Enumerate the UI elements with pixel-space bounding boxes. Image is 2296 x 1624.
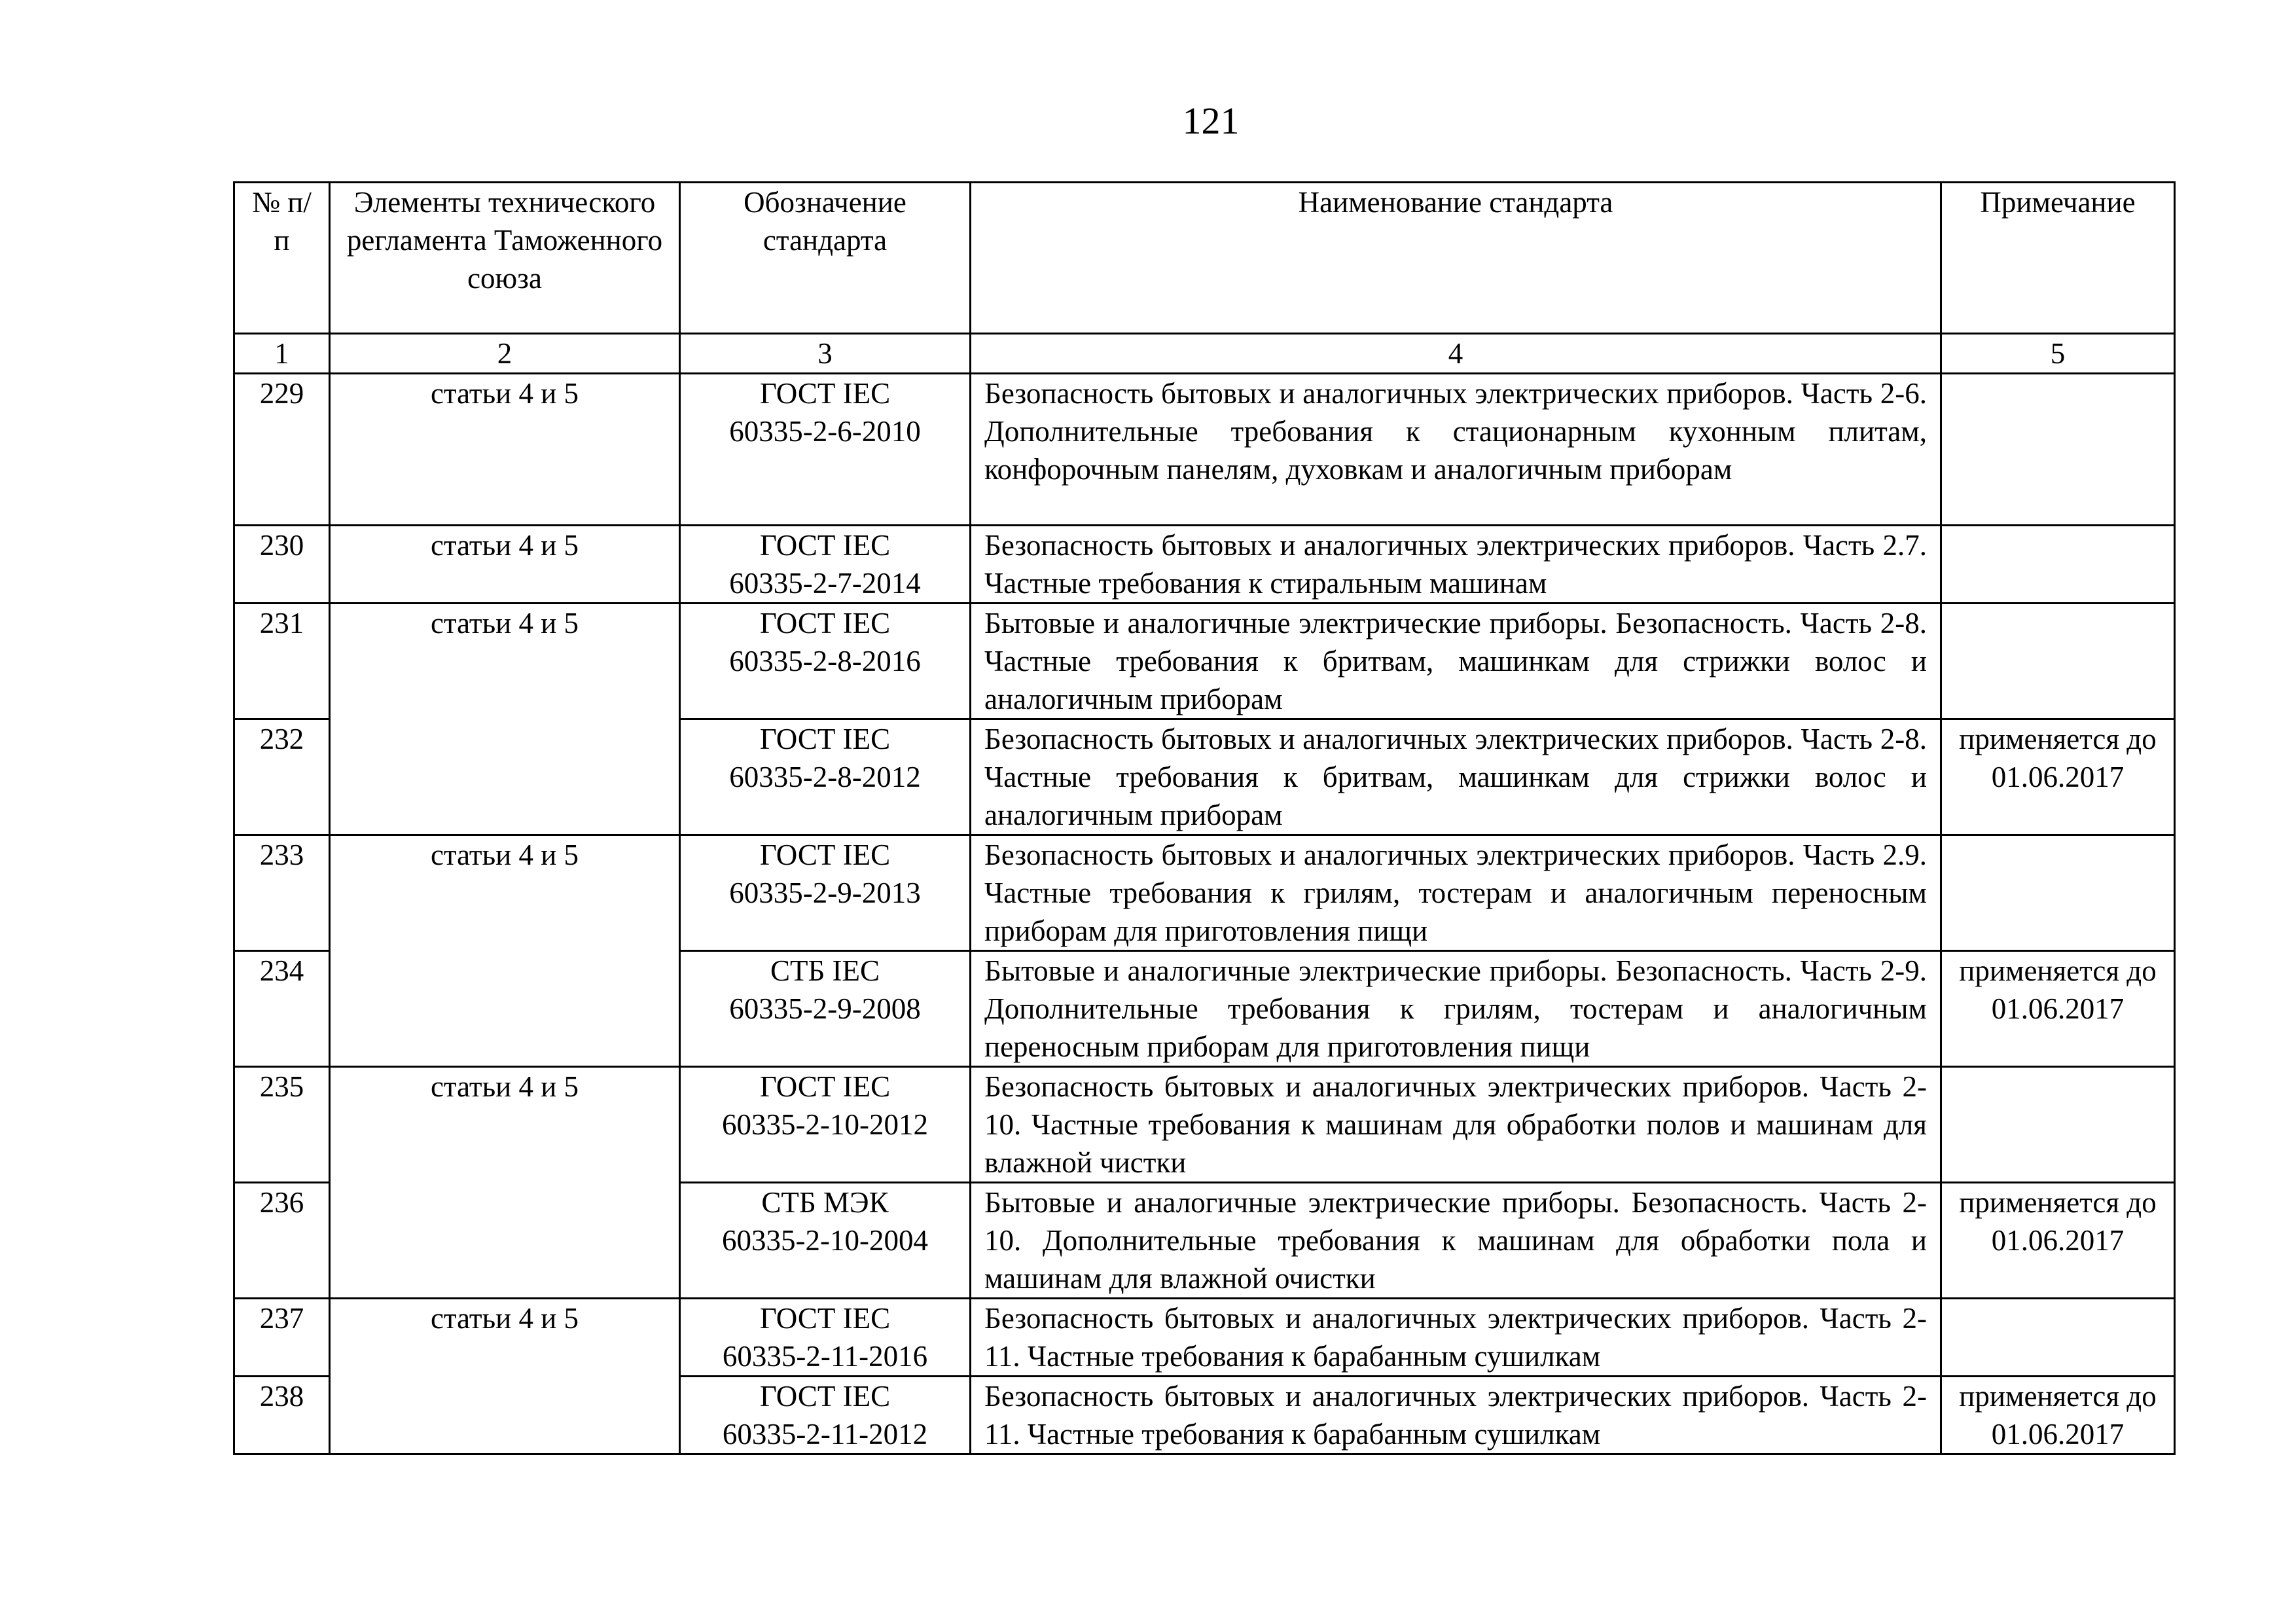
row-number: 230 — [234, 526, 330, 604]
table-header-row — [234, 183, 2175, 334]
designation-prefix: ГОСТ IEC — [759, 839, 891, 871]
note: применяется до 01.06.2017 — [1941, 719, 2175, 835]
row-number: 236 — [234, 1183, 330, 1299]
standard-name: Безопасность бытовых и аналогичных электрических приборов. Часть 2.7. Частные требования к стиральным машинам — [971, 526, 1941, 604]
table-row — [234, 835, 2175, 951]
designation-prefix: ГОСТ IEC — [759, 1070, 891, 1103]
designation-code: 60335-2-9-2008 — [729, 992, 921, 1025]
regulation-elements: статьи 4 и 5 — [330, 374, 680, 526]
designation-code: 60335-2-8-2016 — [729, 645, 921, 677]
designation-prefix: СТБ IEC — [770, 954, 880, 987]
regulation-elements: статьи 4 и 5 — [330, 604, 680, 835]
column-number: 4 — [971, 334, 1941, 374]
standard-name: Бытовые и аналогичные электрические приборы. Безопасность. Часть 2-9. Дополнительные требования к грилям, тостерам и аналогичным переносным приборам для приготовления пищи — [971, 951, 1941, 1067]
row-number: 229 — [234, 374, 330, 526]
column-number: 5 — [1941, 334, 2175, 374]
standard-name: Безопасность бытовых и аналогичных электрических приборов. Часть 2-11. Частные требования к барабанным сушилкам — [971, 1377, 1941, 1454]
note — [1941, 526, 2175, 604]
designation-prefix: СТБ МЭК — [761, 1186, 889, 1219]
regulation-elements: статьи 4 и 5 — [330, 526, 680, 604]
designation-prefix: ГОСТ IEC — [759, 607, 891, 640]
designation-code: 60335-2-7-2014 — [729, 567, 921, 600]
designation-prefix: ГОСТ IEC — [759, 1380, 891, 1413]
note — [1941, 835, 2175, 951]
standard-name: Безопасность бытовых и аналогичных электрических приборов. Часть 2-10. Частные требования к машинам для обработки полов и машинам для влажной чистки — [971, 1067, 1941, 1183]
column-number: 2 — [330, 334, 680, 374]
table-row — [234, 604, 2175, 719]
designation-code: 60335-2-11-2012 — [722, 1418, 928, 1451]
header-standard-name: Наименование стандарта — [971, 183, 1941, 334]
header-note: Примечание — [1941, 183, 2175, 334]
standard-designation — [680, 1183, 971, 1299]
standard-name: Бытовые и аналогичные электрические приборы. Безопасность. Часть 2-8. Частные требования к бритвам, машинкам для стрижки волос и аналогичным приборам — [971, 604, 1941, 719]
header-number: № п/п — [234, 183, 330, 334]
column-number-row — [234, 334, 2175, 374]
note: применяется до 01.06.2017 — [1941, 1377, 2175, 1454]
designation-prefix: ГОСТ IEC — [759, 723, 891, 755]
column-number: 1 — [234, 334, 330, 374]
standard-designation — [680, 604, 971, 719]
note — [1941, 1299, 2175, 1377]
designation-prefix: ГОСТ IEC — [759, 377, 891, 410]
page-number: 121 — [1182, 99, 1240, 142]
designation-code: 60335-2-10-2012 — [722, 1108, 928, 1141]
row-number: 234 — [234, 951, 330, 1067]
regulation-elements: статьи 4 и 5 — [330, 1067, 680, 1299]
row-number: 237 — [234, 1299, 330, 1377]
note — [1941, 604, 2175, 719]
row-number: 235 — [234, 1067, 330, 1183]
standard-name: Безопасность бытовых и аналогичных электрических приборов. Часть 2-6. Дополнительные требования к стационарным кухонным плитам, конфорочным панелям, духовкам и аналогичным приборам — [971, 374, 1941, 526]
standard-designation — [680, 951, 971, 1067]
row-number: 238 — [234, 1377, 330, 1454]
designation-code: 60335-2-11-2016 — [722, 1340, 928, 1373]
designation-code: 60335-2-8-2012 — [729, 761, 921, 793]
standard-name: Безопасность бытовых и аналогичных электрических приборов. Часть 2-11. Частные требования к барабанным сушилкам — [971, 1299, 1941, 1377]
standard-designation — [680, 1299, 971, 1377]
designation-prefix: ГОСТ IEC — [759, 1302, 891, 1335]
column-number: 3 — [680, 334, 971, 374]
designation-code: 60335-2-9-2013 — [729, 876, 921, 909]
standard-designation — [680, 835, 971, 951]
header-elements: Элементы технического регламента Таможенного союза — [330, 183, 680, 334]
regulation-elements: статьи 4 и 5 — [330, 835, 680, 1067]
standard-designation — [680, 374, 971, 526]
row-number: 232 — [234, 719, 330, 835]
designation-prefix: ГОСТ IEC — [759, 529, 891, 562]
standard-designation — [680, 1377, 971, 1454]
note — [1941, 1067, 2175, 1183]
table-row — [234, 1067, 2175, 1183]
standard-name: Безопасность бытовых и аналогичных электрических приборов. Часть 2-8. Частные требования к бритвам, машинкам для стрижки волос и аналогичным приборам — [971, 719, 1941, 835]
standard-name: Бытовые и аналогичные электрические приборы. Безопасность. Часть 2-10. Дополнительные требования к машинам для обработки пола и машинам для влажной очистки — [971, 1183, 1941, 1299]
designation-code: 60335-2-6-2010 — [729, 415, 921, 448]
standard-designation — [680, 1067, 971, 1183]
note: применяется до 01.06.2017 — [1941, 951, 2175, 1067]
standard-designation — [680, 526, 971, 604]
note — [1941, 374, 2175, 526]
row-number: 231 — [234, 604, 330, 719]
header-designation: Обозначение стандарта — [680, 183, 971, 334]
table-row — [234, 1299, 2175, 1377]
table-row — [234, 526, 2175, 604]
standard-designation — [680, 719, 971, 835]
table-row — [234, 374, 2175, 526]
designation-code: 60335-2-10-2004 — [722, 1224, 928, 1257]
row-number: 233 — [234, 835, 330, 951]
standards-table — [233, 181, 2176, 1455]
note: применяется до 01.06.2017 — [1941, 1183, 2175, 1299]
regulation-elements: статьи 4 и 5 — [330, 1299, 680, 1454]
standard-name: Безопасность бытовых и аналогичных электрических приборов. Часть 2.9. Частные требования к грилям, тостерам и аналогичным переносным приборам для приготовления пищи — [971, 835, 1941, 951]
